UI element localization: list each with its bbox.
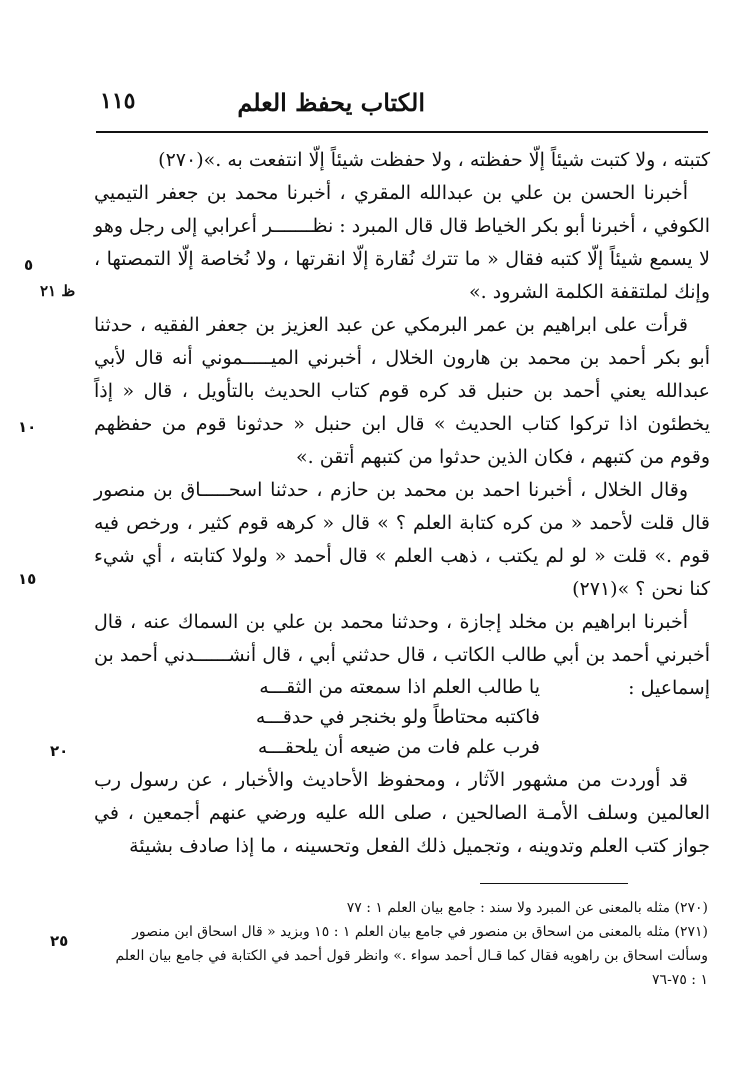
header-rule	[96, 131, 708, 133]
line-number: ٢٠	[50, 742, 69, 760]
paragraph: وقال الخلال ، أخبرنا احمد بن محمد بن حازم ، حدثنا اسحـــــاق بن منصور قال قلت لأحمد « من كره كتابة العلم ؟ » قال « كرهه قوم كثير ، ورخص فيه قوم .» قلت « لو لم يكتب ، ذهب العلم » قال أحمد « ولولا كتابته ، أي شيء كنا نحن ؟ »(٢٧١)	[94, 479, 710, 600]
poem-line: فرب علم فات من ضيعه أن يلحقـــه	[257, 736, 540, 758]
paragraph: قد أوردت من مشهور الآثار ، ومحفوظ الأحاديث والأخبار ، عن رسول رب العالمين وسلف الأمـة الصالحين ، صلى الله عليه ورضي عنهم أجمعين ، في جواز كتب العلم وتدوينه ، وتجميل ذلك الفعل وتحسينه ، ما إذا صادف بشيئة	[94, 769, 710, 857]
footnote: (٢٧١) مثله بالمعنى من اسحاق بن منصور في جامع بيان العلم ١ : ١٥ وبزيد « قال اسحاق ابن منصور وسألت اسحاق بن راهويه فقال كما قـال أحمد سواء .» وانظر قول أحمد في الكتابة في جامع بيان العلم ١ : ٧٥-٧٦	[115, 924, 708, 988]
main-text	[94, 144, 710, 705]
line-number: ٥	[24, 256, 34, 274]
footnote: (٢٧٠) مثله بالمعنى عن المبرد ولا سند : جامع بيان العلم ١ : ٧٧	[346, 900, 708, 916]
footnotes	[110, 896, 708, 992]
footnote-rule	[480, 883, 628, 884]
line-number: ٢٥	[50, 932, 69, 950]
margin-note: ظ ٢١	[40, 282, 76, 300]
page-number: ١١٥	[100, 88, 136, 114]
paragraph: أخبرنا ابراهيم بن مخلد إجازة ، وحدثنا محمد بن علي بن السماك عنه ، قال أخبرني أحمد بن أبي طالب الكاتب ، قال حدثني أبي ، قال أنشــــــدني أحمد بن إسماعيل :	[94, 611, 710, 699]
paragraph: كتبته ، ولا كتبت شيئاً إلّا حفظته ، ولا حفظت شيئاً إلّا انتفعت به .»(٢٧٠)	[158, 149, 710, 171]
poem	[240, 672, 540, 762]
paragraph: أخبرنا الحسن بن علي بن عبدالله المقري ، أخبرنا محمد بن جعفر التيميي الكوفي ، أخبرنا أبو بكر الخياط قال قال المبرد : نظـــــــر أعرابي إلى رجل وهو لا يسمع شيئاً إلّا كتبه فقال « ما تترك نُقارة إلّا انقرتها ، ولا نُخاصة إلّا التمصتها ، وإنك لملتقفة الكلمة الشرود .»	[94, 182, 710, 303]
line-number: ١٥	[18, 570, 37, 588]
poem-line: فاكتبه محتاطاً ولو بخنجر في حدقـــه	[255, 706, 540, 728]
page-header	[100, 88, 425, 122]
paragraph: قرأت على ابراهيم بن عمر البرمكي عن عبد العزيز بن جعفر الفقيه ، حدثنا أبو بكر أحمد بن محمد بن هارون الخلال ، أخبرني الميـــــموني أنه قال لأبي عبدالله يعني أحمد بن حنبل قد كره قوم كتاب الحديث بالتأويل ، قال « إذاً يخطئون اذا تركوا كتاب الحديث » قال ابن حنبل « حدثونا قوم من حفظهم وقوم من كتبهم ، فكان الذين حدثوا من كتبهم أتقن .»	[94, 314, 710, 468]
line-number: ١٠	[18, 418, 37, 436]
poem-line: يا طالب العلم اذا سمعته من الثقـــه	[259, 676, 540, 698]
running-title: الكتاب يحفظ العلم	[237, 88, 425, 117]
closing-text	[94, 764, 710, 863]
